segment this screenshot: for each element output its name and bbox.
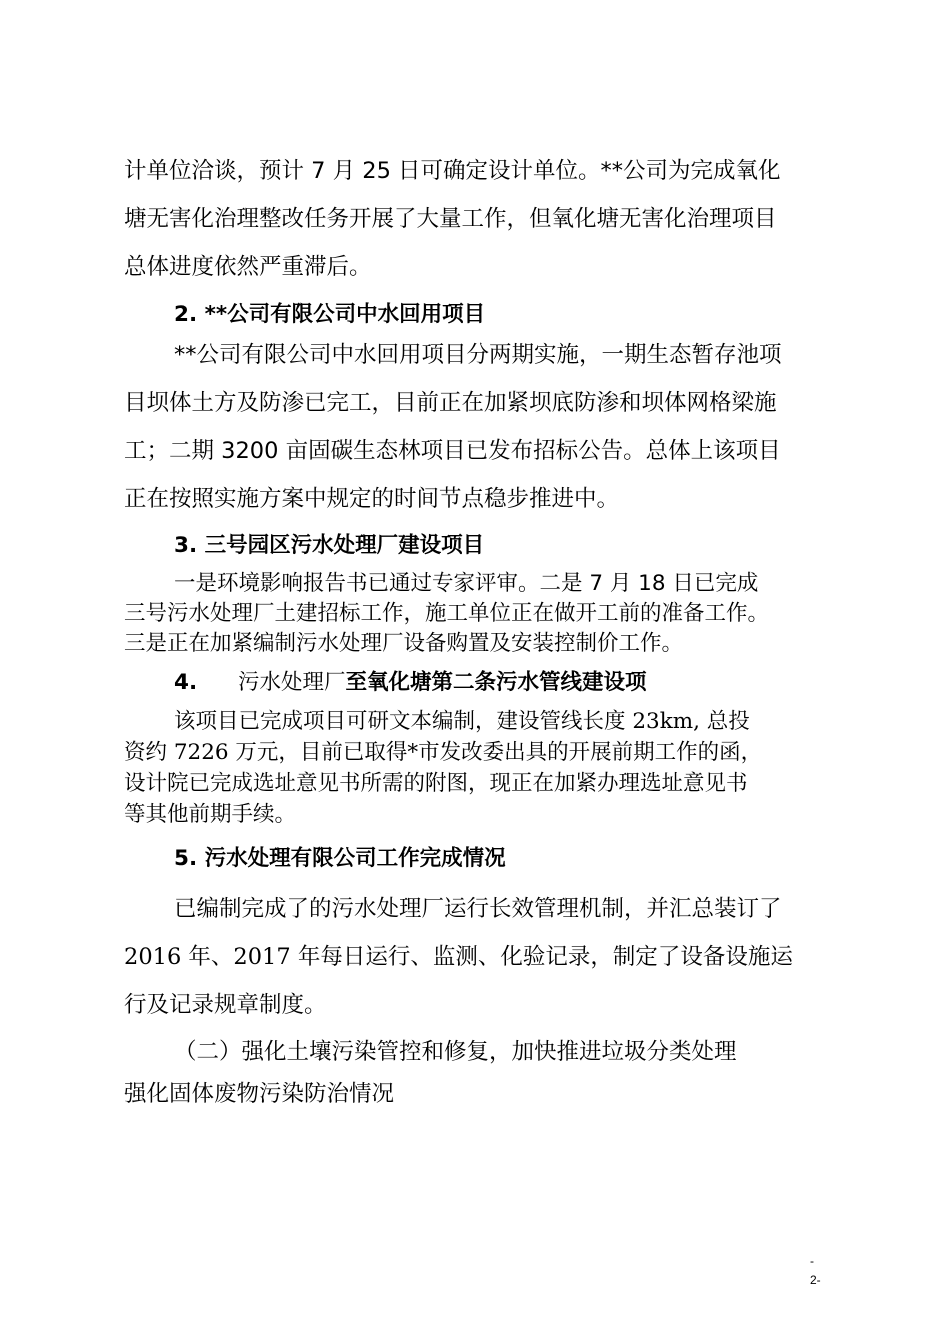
paragraph-line: 正在按照实施方案中规定的时间节点稳步推进中。 xyxy=(124,486,620,512)
section-heading-2: 2. **公司有限公司中水回用项目 xyxy=(174,302,486,327)
paragraph-line: 计单位洽谈，预计 7 月 25 日可确定设计单位。**公司为完成氧化 xyxy=(124,158,781,184)
paragraph-line: 三是正在加紧编制污水处理厂设备购置及安装控制价工作。 xyxy=(124,631,684,656)
paragraph-line: 已编制完成了的污水处理厂运行长效管理机制，并汇总装订了 xyxy=(174,896,782,922)
paragraph-line: 总体进度依然严重滞后。 xyxy=(124,254,372,280)
paragraph-line: 行及记录规章制度。 xyxy=(124,992,327,1018)
page-number: 2- xyxy=(810,1273,821,1287)
section-heading-5: 5. 污水处理有限公司工作完成情况 xyxy=(174,846,506,871)
section-heading-3: 3. 三号园区污水处理厂建设项目 xyxy=(174,533,485,558)
paragraph-line: 三号污水处理厂土建招标工作，施工单位正在做开工前的准备工作。 xyxy=(124,601,770,626)
subsection-heading: （二）强化土壤污染管控和修复，加快推进垃圾分类处理 xyxy=(174,1039,737,1065)
section-heading-4-bold: 至氧化塘第二条污水管线建设项 xyxy=(345,670,647,695)
section-heading-4-plain: 污水处理厂 xyxy=(238,670,346,695)
paragraph-line: 工；二期 3200 亩固碳生态林项目已发布招标公告。总体上该项目 xyxy=(124,438,781,464)
page-number-dash: - xyxy=(810,1254,814,1268)
paragraph-line: 目坝体土方及防渗已完工，目前正在加紧坝底防渗和坝体网格梁施 xyxy=(124,390,777,416)
paragraph-line: 该项目已完成项目可研文本编制，建设管线长度 23km, 总投 xyxy=(174,709,750,734)
subsection-heading-cont: 强化固体废物污染防治情况 xyxy=(124,1081,395,1107)
section-heading-4 xyxy=(238,672,647,694)
paragraph-line: 塘无害化治理整改任务开展了大量工作，但氧化塘无害化治理项目 xyxy=(124,206,777,232)
paragraph-line: **公司有限公司中水回用项目分两期实施，一期生态暂存池项 xyxy=(174,342,782,368)
paragraph-line: 资约 7226 万元，目前已取得*市发改委出具的开展前期工作的函， xyxy=(124,740,763,765)
section-number-4: 4. xyxy=(174,670,198,695)
paragraph-line: 等其他前期手续。 xyxy=(124,802,297,827)
paragraph-line: 2016 年、2017 年每日运行、监测、化验记录，制定了设备设施运 xyxy=(124,944,793,970)
paragraph-line: 一是环境影响报告书已通过专家评审。二是 7 月 18 日已完成 xyxy=(174,571,759,596)
paragraph-line: 设计院已完成选址意见书所需的附图，现正在加紧办理选址意见书 xyxy=(124,771,748,796)
